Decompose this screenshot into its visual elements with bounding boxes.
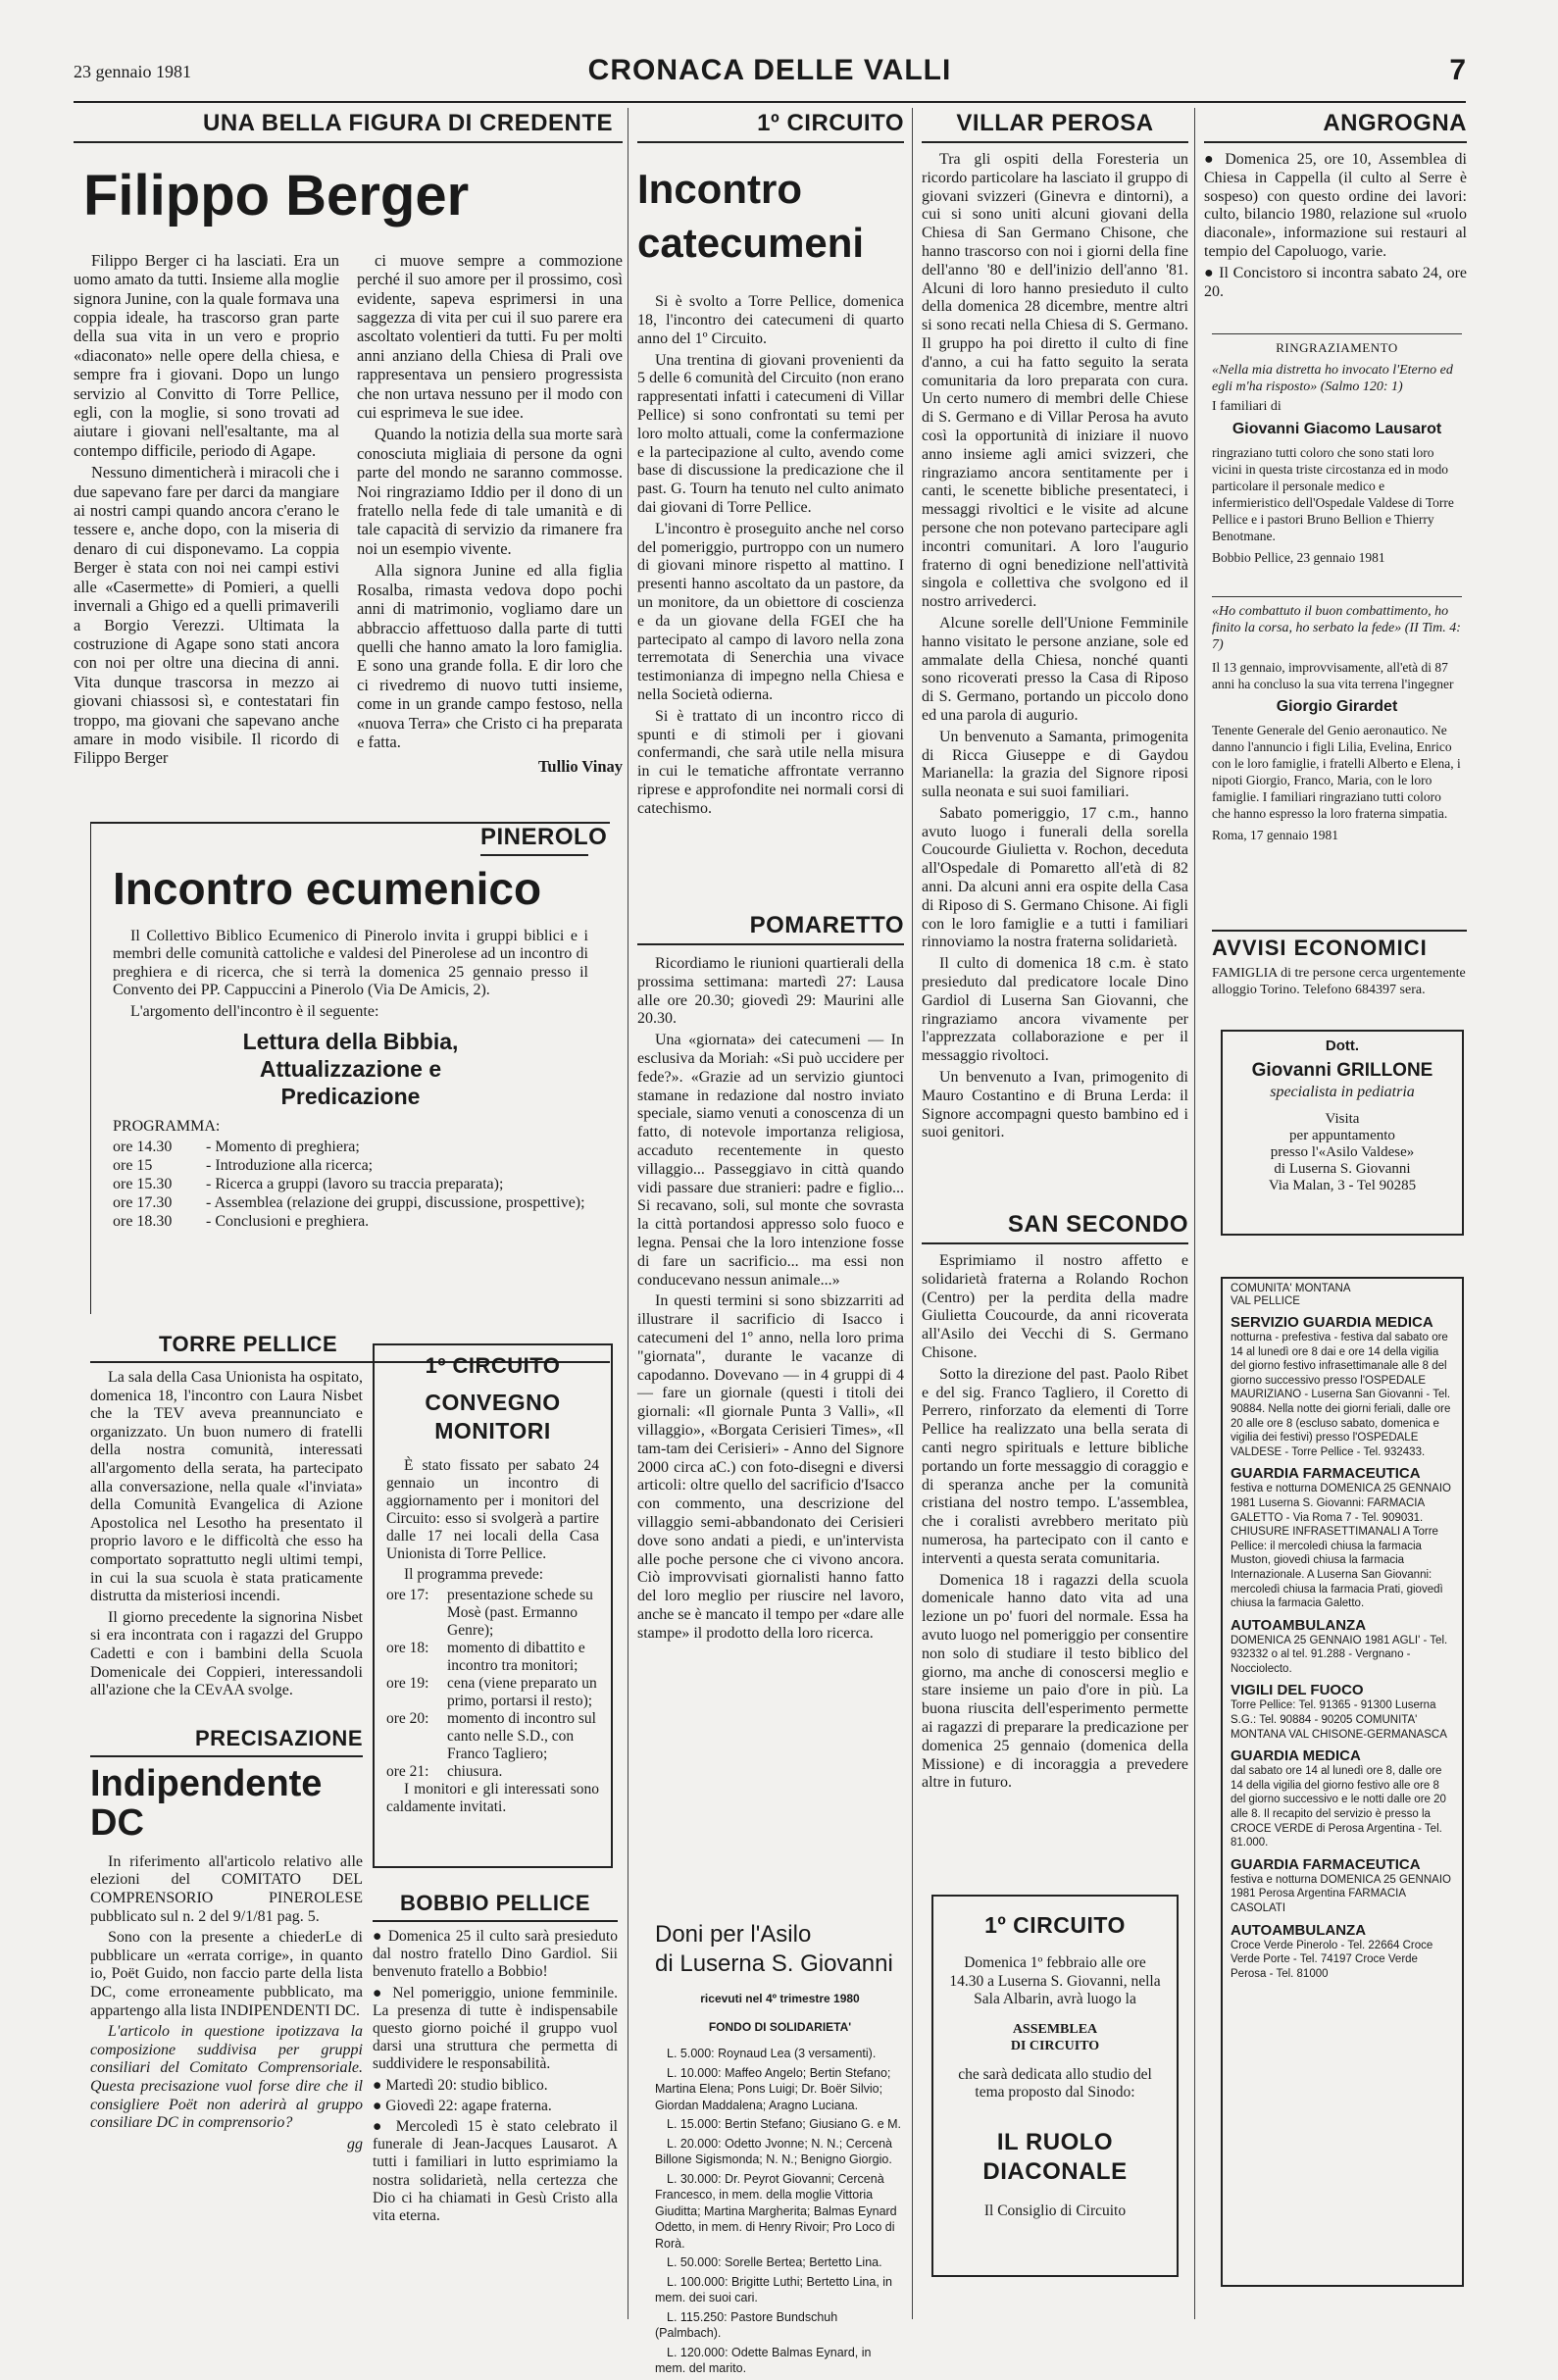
paragraph: L'articolo in questione ipotizzava la composizione suddivisa per gruppi consiliari del Comitato Comprensoriale. Questa precisazione vuol forse dire che il consigliere Poët non aderirà al gruppo consiliare DC in comprensorio?	[90, 2023, 363, 2132]
service-title: GUARDIA MEDICA	[1231, 1747, 1361, 1765]
list-item-text: Domenica 25, ore 10, Assemblea di Chiesa in Cappella (il culto al Serre è sospeso) con questo ordine dei lavori: culto, bilancio 1980, relazione sul «ruolo diaconale», informazione sui restauri al tempio del Capoluogo, varie.	[1204, 151, 1467, 260]
paragraph: Il programma prevede:	[404, 1565, 544, 1583]
paragraph: Sotto la direzione del past. Paolo Ribet e del sig. Franco Tagliero, il Coretto di Perrero, rinforzato da elementi di Torre Pellice ha realizzato una bella serata di canti negro spirituals e letture bibliche portando un forte messaggio di coraggio e di speranza anche per la comunità cristiana del nostro tempo. L'assemblea, che i coralisti avrebbero meritato più numerosa, ha partecipato con il canto e interventi a questa serata comunitaria.	[922, 1365, 1188, 1567]
section-title: AVVISI ECONOMICI	[1212, 936, 1428, 960]
donation-item: L. 10.000: Maffeo Angelo; Bertin Stefano; Martina Elena; Pons Luigi; Dr. Boër Silvio; Giordan Maddalena; Aragno Luciana.	[655, 2065, 891, 2112]
article-column	[357, 251, 623, 777]
paragraph: Un benvenuto a Samanta, primogenita di Ricca Giuseppe e di Gaydou Marianella: la grazia del Signore riposi sulla neonata e sui suoi familiari.	[922, 728, 1188, 801]
donation-item: L. 15.000: Bertin Stefano; Giusiano G. e M.	[667, 2117, 902, 2131]
programme-time: ore 19:	[386, 1674, 429, 1692]
paragraph: La sala della Casa Unionista ha ospitato, domenica 18, l'incontro con Laura Nisbet che la TEV aveva preannunciato e organizzato. Un buon numero di fratelli della nostra comunità, interessati all'argomento della serata, ha partecipato alla conversazione, nella quale «l'inviata» della Comunità Evangelica di Azione Apostolica nel Lesotho ha presentato il proprio lavoro e le difficoltà che esso ha comportato soprattutto negli ultimi tempi, in cui la sua scuola è stata praticamente distrutta da misteriosi incendi.	[90, 1369, 363, 1605]
notice-text: Il 13 gennaio, improvvisamente, all'età di 87 anni ha concluso la sua vita terrena l'ingegner	[1212, 660, 1454, 691]
notice-quote: «Ho combattuto il buon combattimento, ho finito la corsa, ho serbato la fede» (II Tim. 4: 7)	[1212, 604, 1461, 652]
service-text: notturna - prefestiva - festiva dal sabato ore 14 al lunedì ore 8 dai e ore 14 della vigilia del giorno festivo infrasettimanale alle 8 del giorno successivo presso l'OSPEDALE MAURIZIANO - Luserna San Giovanni - Tel. 90884. Nella notte dei giorni feriali, dalle ore 20 alle ore 8 (escluso sabato, domenica e vigilia dei festivi) presso l'OSPEDALE VALDESE - Torre Pellice - Tel. 932433.	[1231, 1332, 1451, 1458]
donation-item: L. 115.250: Pastore Bundschuh (Palmbach).	[655, 2309, 838, 2340]
service-header: COMUNITA' MONTANA VAL PELLICE	[1231, 1283, 1351, 1307]
notice-girardet	[1212, 596, 1462, 843]
article-convegno-monitori	[373, 1343, 613, 1868]
paragraph: Un benvenuto a Ivan, primogenito di Mauro Costantino e di Bruna Lerda: il Signore accompagni questo bambino ed i suoi genitori.	[922, 1069, 1188, 1141]
list-item-text: Martedì 20: studio biblico.	[385, 2076, 548, 2094]
notice-quote: «Nella mia distretta ho invocato l'Eterno ed egli m'ha risposto» (Salmo 120: 1)	[1212, 363, 1453, 394]
programme-time: ore 20:	[386, 1709, 429, 1727]
article-signature: gg	[347, 2135, 363, 2152]
notice-title: RINGRAZIAMENTO	[1212, 333, 1462, 356]
article-author: Tullio Vinay	[537, 757, 623, 777]
notice-text: ringraziano tutti coloro che sono stati loro vicini in questa triste circostanza ed in modo particolare il personale medico e infermieristico dell'Ospedale Valdese di Torre Pellice e i pastori Bruno Bellion e Thierry Benotmane.	[1212, 445, 1454, 543]
section-avvisi-economici	[1212, 930, 1467, 998]
programme-row	[386, 1587, 599, 1640]
notice-date: Roma, 17 gennaio 1981	[1212, 828, 1338, 842]
ad-specialty: specialista in pediatria	[1270, 1084, 1415, 1100]
donation-list	[655, 2046, 905, 2377]
page-number: 7	[1449, 54, 1466, 86]
article-precisazione	[90, 1726, 363, 2153]
article-kicker: POMARETTO	[637, 912, 904, 945]
article-headline: Incontro catecumeni	[637, 166, 865, 266]
service-text: DOMENICA 25 GENNAIO 1981 AGLI' - Tel. 932332 o al tel. 91.288 - Vergnano - Nocciolecto.	[1231, 1634, 1448, 1675]
list-item	[373, 1928, 618, 1982]
programme-list	[386, 1587, 599, 1781]
donation-item: L. 100.000: Brigitte Luthi; Bertetto Lina, in mem. dei suoi cari.	[655, 2274, 893, 2304]
article-pinerolo	[90, 822, 610, 1314]
programme-row	[113, 1175, 588, 1193]
bullet-icon: ●	[1204, 151, 1226, 168]
paragraph: Domenica 1º febbraio alle ore 14.30 a Luserna S. Giovanni, nella Sala Albarin, avrà luogo la	[949, 1954, 1161, 2007]
programme-time: ore 15.30	[113, 1175, 173, 1192]
bullet-list	[1204, 151, 1467, 301]
paragraph: Si è trattato di un incontro ricco di spunti e di stimoli per i giovani confermandi, che sarà utile nella misura in cui le tematiche affrontate verranno riprese e approfondite nei normali corsi di catechismo.	[637, 707, 904, 817]
article-kicker: VILLAR PEROSA	[922, 110, 1188, 143]
service-text: festiva e notturna DOMENICA 25 GENNAIO 1981 Luserna S. Giovanni: FARMACIA GALETTO - Via Roma 7 - Tel. 909031. CHIUSURE INFRASETTIMANALI A Torre Pellice: il mercoledì chiusa la farmacia Muston, giovedì chiusa la farmacia Internazionale. A Luserna San Giovanni: mercoledì chiusa la farmacia Prati, giovedì chiusa la farmacia Galetto.	[1231, 1483, 1451, 1610]
list-item	[373, 2098, 618, 2115]
service-text: festiva e notturna DOMENICA 25 GENNAIO 1981 Perosa Argentina FARMACIA CASOLATI	[1231, 1873, 1451, 1914]
paragraph: Il giorno precedente la signorina Nisbet si era incontrata con i ragazzi del Gruppo Cadetti e con i bambini della Scuola Domenicale dei Coppieri, interessandoli all'azione che la CEvAA svolge.	[90, 1608, 363, 1699]
article-berger	[74, 110, 623, 777]
paragraph: Domenica 18 i ragazzi della scuola domenicale hanno dato vita ad una lezione un po' fuori del normale. Essa ha avuto luogo nel pomeriggio per consentire non solo di studiare il testo biblico del giorno, ma anche di conoscersi meglio e stare insieme un paio d'ore in più. La buona riuscita dell'esperimento permette ai ragazzi di preparare la predicazione per domenica 25 gennaio (domenica della Missione) e di incoraggia a prevedere altre in futuro.	[922, 1571, 1188, 1792]
ad-grillone	[1221, 1030, 1464, 1236]
programme-item: - Ricerca a gruppi (lavoro su traccia preparata);	[206, 1175, 504, 1192]
notice-name: Giorgio Girardet	[1276, 698, 1398, 715]
service-title: AUTOAMBULANZA	[1231, 1921, 1367, 1939]
donation-item: L. 30.000: Dr. Peyrot Giovanni; Cercenà Francesco, in mem. della moglie Vittoria Giuditta; Martina Margherita; Balmas Eynard Odetto, in mem. di Henry Rivoir; Pro Loco di Rorà.	[655, 2171, 897, 2251]
fund-title: FONDO DI SOLIDARIETA'	[708, 2020, 852, 2034]
paragraph: In riferimento all'articolo relativo alle elezioni del COMITATO DEL COMPRENSORIO PINEROLESE pubblicato sul n. 2 del 9/1/81 pag. 5.	[90, 1852, 363, 1925]
bullet-icon: ●	[373, 2118, 396, 2136]
paragraph: Sono con la presente a chiederLe di pubblicare un «errata corrige», in quanto io, Poët Guido, non faccio parte della lista DC, come erroneamente pubblicato, ma appartengo alla lista INDIPENDENTI DC.	[90, 1929, 363, 2019]
article-kicker: ANGROGNA	[1204, 110, 1467, 143]
programme-time: ore 15	[113, 1156, 153, 1174]
service-box	[1221, 1277, 1464, 2287]
article-column	[74, 251, 339, 777]
programme-item: cena (viene preparato un primo, portarsi il resto);	[447, 1674, 597, 1709]
programme-row	[386, 1763, 599, 1781]
paragraph: Il culto di domenica 18 c.m. è stato presieduto dal predicatore locale Dino Gardiol di Luserna San Giovanni, che ringraziamo ancora vivamente per l'apprezzata collaborazione e per il messaggio rivoltoci.	[922, 955, 1188, 1065]
classified-ad: FAMIGLIA di tre persone cerca urgentemente alloggio Torino. Telefono 684397 sera.	[1212, 966, 1466, 997]
masthead	[74, 54, 1466, 103]
article-kicker: TORRE PELLICE	[90, 1332, 610, 1363]
bullet-icon: ●	[373, 2076, 386, 2094]
programme-time: ore 18:	[386, 1639, 429, 1656]
programme-row	[113, 1156, 588, 1175]
paragraph: Sabato pomeriggio, 17 c.m., hanno avuto luogo i funerali della sorella Coucourde Giulietta v. Rochon, deceduta all'Ospedale di Pomaretto all'età di 82 anni. Da alcuni anni era ospite della Casa di Riposo di S. Germano Chisone. Ai figli con le loro famiglie e a tutti i familiari rinnoviamo la nostra fraterna solidarietà.	[922, 804, 1188, 951]
paragraph: Si è svolto a Torre Pellice, domenica 18, l'incontro dei catecumeni di quarto anno del 1º Circuito.	[637, 293, 904, 347]
article-headline: Incontro ecumenico	[113, 863, 542, 914]
programme-row	[386, 1675, 599, 1710]
paragraph: L'incontro è proseguito anche nel corso del pomeriggio, purtroppo con un numero di giovani minore rispetto al mattino. I presenti hanno ascoltato da un pastore, da un monitore, da un obiettore di coscienza e da un giovane della FGEI che ha partecipato al campo di lavoro nella zona terremotata di Senerchia una vivace testimonianza di impegno nella Chiesa e nella Società odierna.	[637, 520, 904, 703]
programme-item: - Assemblea (relazione dei gruppi, discussione, prospettive);	[206, 1193, 585, 1211]
article-villar-perosa	[922, 110, 1188, 1145]
programme-time: ore 14.30	[113, 1138, 173, 1155]
programme-item: momento di incontro sul canto nelle S.D., con Franco Tagliero;	[447, 1709, 596, 1762]
bullet-icon: ●	[1204, 264, 1220, 281]
article-catecumeni	[637, 110, 904, 822]
article-san-secondo	[922, 1211, 1188, 1796]
list-item	[1204, 151, 1467, 262]
paragraph: che sarà dedicata allo studio del tema proposto dal Sinodo:	[958, 2065, 1152, 2101]
list-item-text: Il Concistoro si incontra sabato 24, ore 20.	[1204, 264, 1467, 300]
column-rule	[912, 108, 913, 2319]
bullet-icon: ●	[373, 1928, 388, 1945]
article-kicker: UNA BELLA FIGURA DI CREDENTE	[74, 110, 623, 143]
paragraph: Filippo Berger ci ha lasciati. Era un uomo amato da tutti. Insieme alla moglie signora Junine, con la quale formava una coppia ideale, ha trascorso gran parte della sua vita in un vero e proprio «diaconato» nelle opere della chiesa, e sempre fra i giovani. Dopo un lungo servizio al Convitto di Torre Pellice, egli, con la moglie, si sono trovati ad aiutare i giovani nell'esaltante, ma al contempo difficile, periodo di Agape.	[74, 250, 339, 460]
notice-intro: I familiari di	[1212, 399, 1282, 414]
paragraph: Esprimiamo il nostro affetto e solidarietà fraterna a Rolando Rochon (Centro) per la perdita della madre Giulietta Coucourde, da anni ricoverata all'Asilo dei Vecchi di S. Germano Chisone.	[922, 1252, 1188, 1361]
ad-title: Dott.	[1325, 1038, 1360, 1054]
paragraph: I monitori e gli interessati sono caldamente invitati.	[386, 1780, 599, 1815]
programme-row	[113, 1138, 588, 1156]
article-kicker: SAN SECONDO	[922, 1211, 1188, 1244]
paragraph: Una «giornata» dei catecumeni — In esclusiva da Moriah: «Si può uccidere per fede?». «Grazie ad un servizio giuntoci stamane in redazione dal nostro inviato speciale, siamo venuti a conoscenza di un fatto, di notevole importanza religiosa, accaduto recentemente in questo villaggio... Passeggiavo in città quando vidi passare due stranieri: padre e figlio... Si recavano, soli, sul monte che sovrasta la città portandosi appresso solo fuoco e legna. Pensai che la loro intenzione fosse di fare un sacrificio... ma essi non conducevano nessun animale...»	[637, 1032, 904, 1289]
ad-details: Visita per appuntamento presso l'«Asilo Valdese» di Luserna S. Giovanni Via Malan, 3 - Tel 90285	[1268, 1111, 1417, 1193]
article-angrogna	[1204, 110, 1467, 304]
service-title: GUARDIA FARMACEUTICA	[1231, 1465, 1421, 1483]
programme-item: - Conclusioni e preghiera.	[206, 1212, 370, 1230]
list-item-text: Domenica 25 il culto sarà presieduto dal nostro fratello Dino Gardiol. Sii benvenuto fratello a Bobbio!	[373, 1928, 618, 1981]
service-text: dal sabato ore 14 al lunedì ore 8, dalle ore 14 della vigilia del giorno festivo alle ore 8 del giorno successivo e le notti dalle ore 20 alle 8. Il recapito del servizio è presso la CROCE VERDE di Perosa Argentina - Tel. 81.000.	[1231, 1765, 1446, 1849]
paragraph: Nessuno dimenticherà i miracoli che i due sapevano fare per darci da mangiare ai nostri campi quando ancora c'erano le tessere e, anche dopo, con la miseria di denaro di cui disponevamo. La coppia Berger è stata con noi nei campi estivi alle «Casermette» di Pomieri, a quelli invernali a Ghigo ed a quelli primaverili a Borgio Verezzi. Ultimata la costruzione di Agape sono stati ancora con noi per oltre una diecina di anni. Vita dunque trascorsa in mezzo ai giovani chiassosi sì, e contestatari fin troppo, ma giovani che sapevano anche amare in modo visibile. Il ricordo di Filippo Berger	[74, 463, 339, 768]
donation-item: L. 20.000: Odetto Jvonne; N. N.; Cercenà Billone Sigismonda; N. N.; Benigno Giorgio.	[655, 2136, 892, 2166]
issue-date: 23 gennaio 1981	[74, 62, 191, 81]
article-headline: Filippo Berger	[83, 164, 470, 228]
programme-row	[386, 1710, 599, 1763]
article-headline: IL RUOLO DIACONALE	[982, 2128, 1128, 2185]
article-signature: Il Consiglio di Circuito	[983, 2202, 1127, 2219]
list-item-text: Giovedì 22: agape fraterna.	[385, 2097, 552, 2114]
paragraph: ci muove sempre a commozione perché il suo amore per il prossimo, così evidente, sapeva esprimersi in una saggezza di vita per cui il suo parere era ascoltato volentieri da tutti. Fu per molti anni anziano della Chiesa di Prali ove rappresentava un pensiero progressista che non urtava nessuno per il modo con cui esprimeva le sue idee.	[357, 250, 623, 423]
bullet-icon: ●	[373, 2097, 386, 2114]
service-title: GUARDIA FARMACEUTICA	[1231, 1855, 1421, 1873]
programme-item: momento di dibattito e incontro tra monitori;	[447, 1639, 585, 1674]
programme-row	[113, 1193, 588, 1212]
programme-time: ore 17:	[386, 1586, 429, 1603]
article-kicker: 1º CIRCUITO	[637, 110, 904, 143]
column-rule	[1194, 108, 1195, 2319]
paragraph: Una trentina di giovani provenienti da 5 delle 6 comunità del Circuito (non erano rappresentati infatti i catecumeni di Villar Pellice) si sono confrontati su temi per loro molto attuali, come la confermazione e la partecipazione al culto, avendo come base di discussione la predicazione che il past. G. Tourn ha tenuto nel culto animato dai giovani di Torre Pellice.	[637, 351, 904, 516]
article-bobbio-pellice	[373, 1891, 618, 2228]
bullet-list	[373, 1928, 618, 2225]
list-item	[373, 1985, 618, 2074]
programme-item: presentazione schede su Mosè (past. Ermanno Genre);	[447, 1586, 593, 1639]
paragraph: Alla signora Junine ed alla figlia Rosalba, rimasta vedova dopo pochi anni di matrimonio, vogliamo dare un abbraccio affettuoso dalla parte di tutti quelli che hanno amato la loro famiglia. E sono una grande folla. E dir loro che ci rivedremo di nuovo tutti insieme, come in un grande campo festoso, nella «nuova Terra» che Cristo ci ha preparata e fatta.	[357, 561, 623, 751]
article-kicker: PRECISAZIONE	[90, 1726, 363, 1757]
list-item	[373, 2077, 618, 2095]
article-headline: Doni per l'Asilo di Luserna S. Giovanni	[655, 1921, 893, 1977]
paragraph: Il Collettivo Biblico Ecumenico di Pinerolo invita i gruppi biblici e i membri delle comunità cattoliche e valdesi del Pinerolese ad un incontro di preghiera e di ricerca, che si terrà la domenica 25 gennaio presso il Convento dei PP. Cappuccini a Pinerolo (Via De Amicis, 2).	[113, 927, 588, 999]
notice-text: Tenente Generale del Genio aeronautico. Ne danno l'annuncio i figli Lilia, Evelina, Enrico con le loro famiglie, i fratelli Alberto e Elena, i nipoti Giorgio, Franco, Maria, con le loro famiglie. I familiari ringraziano tutti coloro che hanno espresso la loro fraterna simpatia.	[1212, 723, 1461, 821]
article-headline: CONVEGNO MONITORI	[425, 1390, 561, 1443]
service-title: AUTOAMBULANZA	[1231, 1616, 1367, 1634]
paragraph: Ricordiamo le riunioni quartierali della prossima settimana: martedì 27: Lausa alle ore 20.30; giovedì 29: Maurini alle 20.30.	[637, 955, 904, 1028]
theme-title: Lettura della Bibbia, Attualizzazione e Predicazione	[242, 1028, 459, 1109]
programme-item: chiusura.	[447, 1762, 503, 1780]
paragraph: È stato fissato per sabato 24 gennaio un incontro di aggiornamento per i monitori del Circuito: esso si svolgerà a partire dalle 17 nei locali della Casa Unionista di Torre Pellice.	[386, 1456, 599, 1562]
article-headline: Indipendente DC	[90, 1763, 323, 1844]
programme-row	[386, 1640, 599, 1675]
programme-item: - Introduzione alla ricerca;	[206, 1156, 374, 1174]
programme-label: PROGRAMMA:	[113, 1117, 221, 1135]
notice-date: Bobbio Pellice, 23 gennaio 1981	[1212, 550, 1385, 565]
notice-name: Giovanni Giacomo Lausarot	[1231, 421, 1442, 437]
programme-item: - Momento di preghiera;	[206, 1138, 360, 1155]
newspaper-section-title: CRONACA DELLE VALLI	[587, 54, 952, 86]
notice-ringraziamento	[1212, 333, 1462, 566]
paragraph: Tra gli ospiti della Foresteria un ricordo particolare ha lasciato il gruppo di giovani svizzeri (Ginevra e dintorni), a cui si sono uniti alcuni giovani della Chiesa di San Germano Chisone, che hanno trascorso con noi i giorni della fine dell'anno '80 e dell'inizio dell'anno '81. Alcuni di loro hanno presieduto il culto della domenica 28 dicembre, mentre altri si sono recati nella Chiesa di S. Germano. Il gruppo ha poi diretto il culto di fine d'anno, a cui ha fatto seguito la serata comunitaria da loro preparata con cura. Un certo numero di membri delle Chiese di S. Germano e di Villar Perosa ha avuto così la opportunità di iniziare il nuovo anno insieme agli amici svizzeri, che ringraziamo ancora sentitamente per i canti, le scenette bibliche presentateci, i messaggi rivoltici e le visite ad alcune persone che non potevano partecipare agli incontri comunitari. A loro l'augurio fraterno di ogni benedizione nell'attività singola e collettiva che svolgono ed il nostro arrivederci.	[922, 151, 1188, 611]
donation-item: L. 50.000: Sorelle Bertea; Bertetto Lina.	[667, 2255, 882, 2269]
subtitle: ricevuti nel 4º trimestre 1980	[700, 1992, 860, 2005]
paragraph: Quando la notizia della sua morte sarà conosciuta migliaia di persone da ogni parte del mondo ne saranno commosse. Noi ringraziamo Iddio per il dono di un fratello nella fede di tale umanità e di tale capacità di servizio da rimanere fra noi un esempio vivente.	[357, 425, 623, 558]
list-item	[1204, 265, 1467, 302]
paragraph: L'argomento dell'incontro è il seguente:	[130, 1002, 379, 1020]
service-list	[1231, 1314, 1454, 1981]
event-title: ASSEMBLEA DI CIRCUITO	[1010, 2021, 1100, 2053]
article-pomaretto	[637, 912, 904, 1646]
article-kicker: 1º CIRCUITO	[425, 1353, 561, 1378]
programme-time: ore 18.30	[113, 1212, 173, 1230]
paragraph: Alcune sorelle dell'Unione Femminile hanno visitato le persone anziane, sole ed ammalate della Chiesa, nonché quanti sono ricoverati presso la Casa di Riposo di S. Germano, portando un piccolo dono ed una parola di augurio.	[922, 614, 1188, 724]
article-assemblea-circuito	[931, 1895, 1179, 2277]
service-title: SERVIZIO GUARDIA MEDICA	[1231, 1314, 1433, 1331]
article-doni-asilo	[655, 1920, 905, 2380]
programme-time: ore 21:	[386, 1762, 429, 1780]
paragraph: In questi termini si sono sbizzarriti ad illustrare il sacrificio di Isacco i catecumeni del 1º anno, nella loro prima "giornata", durante le vacanze di capodanno. Dovevano — in 4 gruppi di 4 — fare un giornale (questi i titoli dei giornali: «Il giornale Punta 3 Valli», «Il villaggio», «Borgata Cerisieri Times», «Il tam-tam dei Cerisieri» - Anno del Signore 2000 circa aC.) con foto-disegni e diversi articoli: oltre quello del sacrificio d'Isacco con commento, una descrizione del villaggio semi-abbandonato dei Cerisieri dove sono andati a piedi, e un'intervista alle poche persone che ci vivono ancora. Ciò improvvisati giornalisti hanno fatto del loro meglio per riuscire nel lavoro, anche se è mancato il tempo per «dare alle stampe» il prodotto della loro ricerca.	[637, 1292, 904, 1642]
service-text: Torre Pellice: Tel. 91365 - 91300 Luserna S.G.: Tel. 90884 - 90205 COMUNITA' MONTANA VAL CHISONE-GERMANASCA	[1231, 1699, 1447, 1741]
programme-time: ore 17.30	[113, 1193, 173, 1211]
donation-item: L. 120.000: Odette Balmas Eynard, in mem. del marito.	[655, 2345, 872, 2375]
programme-row	[113, 1212, 588, 1231]
list-item-text: Mercoledì 15 è stato celebrato il funerale di Jean-Jacques Lausarot. A tutti i familiari in lutto esprimiamo la nostra solidarietà, nella certezza che Dio ci ha chiamati in Gesù Cristo alla vita eterna.	[373, 2118, 618, 2225]
service-title: VIGILI DEL FUOCO	[1231, 1682, 1364, 1699]
article-kicker: 1º CIRCUITO	[984, 1912, 1126, 1938]
article-kicker: BOBBIO PELLICE	[373, 1891, 618, 1922]
list-item-text: Nel pomeriggio, unione femminile. La presenza di tutte è indispensabile questo giorno poiché il gruppo vuol darsi una struttura che permetta di suddividere le responsabilità.	[373, 1984, 618, 2073]
list-item	[373, 2118, 618, 2225]
article-kicker: PINEROLO	[480, 822, 588, 856]
ad-name: Giovanni GRILLONE	[1251, 1060, 1433, 1081]
bullet-icon: ●	[373, 1984, 393, 2001]
service-text: Croce Verde Pinerolo - Tel. 22664 Croce Verde Porte - Tel. 74197 Croce Verde Perosa - Tel. 81000	[1231, 1939, 1433, 1980]
donation-item: L. 5.000: Roynaud Lea (3 versamenti).	[667, 2047, 877, 2060]
programme-list	[113, 1138, 588, 1231]
